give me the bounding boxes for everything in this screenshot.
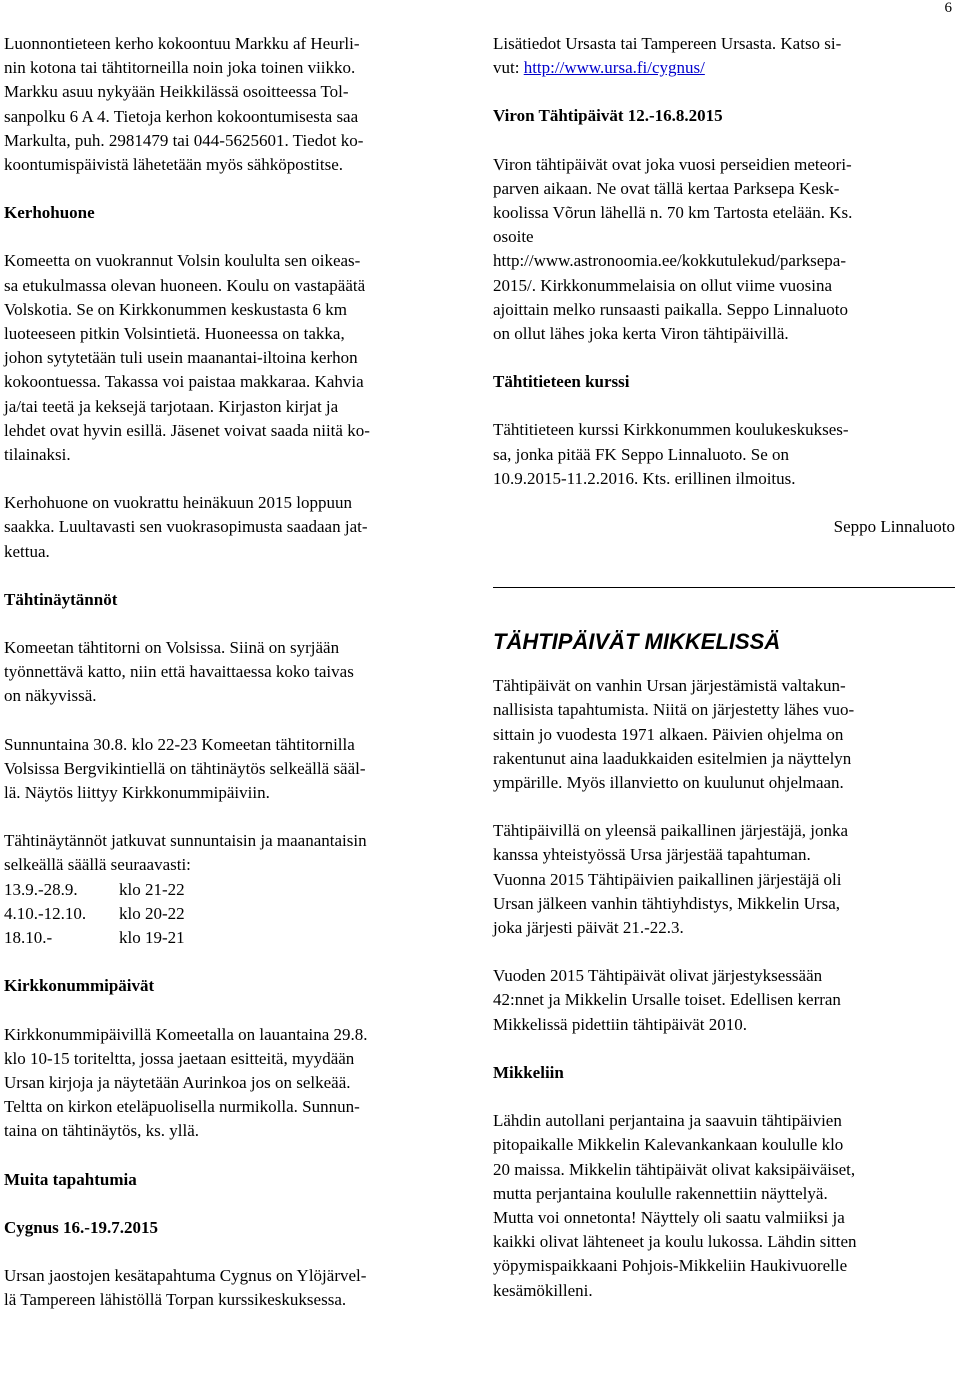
left-column [4, 32, 466, 1312]
paragraph-kirkkonummipaivat [4, 1023, 466, 1144]
schedule-time: klo 20-22 [119, 903, 185, 923]
text-line: nin kotona tai tähtitorneilla noin joka toinen viikko. [4, 58, 356, 78]
heading-muita-tapahtumia: Muita tapahtumia [4, 1169, 137, 1189]
paragraph-cygnus [4, 1264, 466, 1312]
text-line: sa etukulmassa olevan huoneen. Koulu on vastapäätä [4, 275, 366, 295]
text-line: Viron tähtipäivät ovat joka vuosi perseidien meteori- [493, 154, 852, 174]
text-line: Markku asuu nykyään Heikkilässä osoitteessa Tol- [4, 82, 349, 102]
text-line: tilainaksi. [4, 445, 71, 465]
text-line: luoteeseen pitkin Volsintietä. Huoneessa on takka, [4, 324, 345, 344]
text-line: Vuoden 2015 Tähtipäivät olivat järjestyksessään [493, 966, 823, 986]
text-line: Kerhohuone on vuokrattu heinäkuun 2015 loppuun [4, 493, 352, 513]
text-line: sittain jo vuodesta 1971 alkaen. Päivien ohjelma on [493, 724, 844, 744]
paragraph-jatkuvat [4, 829, 466, 877]
text-line: johon sytytetään tuli usein maanantai-iltoina kerhon [4, 348, 358, 368]
heading-mikkeliin: Mikkeliin [493, 1062, 564, 1082]
text-line: Ursan kirjoja ja näytetään Aurinkoa jos on selkeää. [4, 1072, 351, 1092]
heading-tahtinaytannot: Tähtinäytännöt [4, 589, 118, 609]
text-line: taina on tähtinäytös, ks. yllä. [4, 1121, 199, 1141]
paragraph-vuoden-2015 [493, 964, 955, 1037]
text-line: koolissa Võrun lähellä n. 70 km Tartosta etelään. Ks. [493, 203, 853, 223]
text-line: ajoittain melko runsaasti paikalla. Seppo Linnaluoto [493, 299, 849, 319]
paragraph-kerhohuone [4, 249, 466, 467]
text-line: Volsissa Bergvikintiellä on tähtinäytös selkeällä sääl- [4, 758, 366, 778]
text-line: 42:nnet ja Mikkelin Ursalle toiset. Edellisen kerran [493, 990, 841, 1010]
text-line: nallisista tapahtumista. Niitä on järjestetty lähes vuo- [493, 700, 855, 720]
paragraph-jarjestaja [493, 819, 955, 940]
text-line: kesämökilleni. [493, 1280, 593, 1300]
heading-kirkkonummipaivat: Kirkkonummipäivät [4, 976, 155, 996]
schedule-time: klo 19-21 [119, 928, 185, 948]
schedule-dates: 18.10.- [4, 928, 53, 948]
text-line: vut: [493, 58, 524, 78]
text-line: Mikkelissä pidettiin tähtipäivät 2010. [493, 1014, 748, 1034]
heading-cygnus: Cygnus 16.-19.7.2015 [4, 1217, 158, 1237]
heading-viron-tahtipaivat: Viron Tähtipäivät 12.-16.8.2015 [493, 106, 723, 126]
page-number: 6 [944, 0, 952, 16]
text-line: kaikki olivat lähteneet ja koulu lukossa. Lähdin sitten [493, 1232, 857, 1252]
text-line: kanssa yhteistyössä Ursa järjestää tapahtuman. [493, 845, 811, 865]
text-line: Tähtitieteen kurssi Kirkkonummen koulukeskukses- [493, 420, 849, 440]
text-line: sa, jonka pitää FK Seppo Linnaluoto. Se on [493, 444, 790, 464]
paragraph-viron [493, 153, 955, 347]
schedule-dates: 13.9.-28.9. [4, 879, 78, 899]
heading-kerhohuone: Kerhohuone [4, 203, 95, 223]
text-line: joka järjesti päivät 21.-22.3. [493, 918, 684, 938]
heading-tahtitieteen-kurssi: Tähtitieteen kurssi [493, 372, 630, 392]
paragraph-sunnuntaina [4, 733, 466, 806]
paragraph-tahtitorni [4, 636, 466, 709]
text-line: mutta perjantaina koululle rakennettiin näyttelyä. [493, 1183, 828, 1203]
heading-tahtipaivat-mikkelissa: TÄHTIPÄIVÄT MIKKELISSÄ [493, 629, 781, 655]
text-line: Komeetan tähtitorni on Volsissa. Siinä on syrjään [4, 638, 340, 658]
text-line: lehdet ovat hyvin esillä. Jäsenet voivat saada niitä ko- [4, 420, 370, 440]
text-line: koontumispäivistä lähetetään myös sähköpostitse. [4, 155, 344, 175]
signature: Seppo Linnaluoto [833, 517, 955, 537]
text-line: sanpolku 6 A 4. Tietoja kerhon kokoontumisesta saa [4, 106, 359, 126]
text-line: kokoontuessa. Takassa voi paistaa makkaraa. Kahvia [4, 372, 364, 392]
text-line: Vuonna 2015 Tähtipäivien paikallinen järjestäjä oli [493, 869, 842, 889]
text-line: osoite [493, 227, 534, 247]
text-line: rakentunut aina laadukkaiden esitelmien ja näyttelyn [493, 748, 852, 768]
text-line: on ollut lähes joka kerta Viron tähtipäivillä. [493, 324, 789, 344]
text-line: työnnettävä katto, niin että havaittaessa koko taivas [4, 662, 354, 682]
text-line: Lisätiedot Ursasta tai Tampereen Ursasta. Katso si- [493, 34, 842, 53]
right-column [493, 32, 955, 1303]
text-line: Tähtipäivät on vanhin Ursan järjestämistä valtakun- [493, 676, 846, 696]
text-line: parven aikaan. Ne ovat tällä kertaa Parksepa Kesk- [493, 178, 840, 198]
text-line: on näkyvissä. [4, 686, 97, 706]
text-line: selkeällä säällä seuraavasti: [4, 855, 191, 875]
paragraph-tahtipaivat [493, 674, 955, 795]
text-line: Tähtinäytännöt jatkuvat sunnuntaisin ja maanantaisin [4, 831, 367, 851]
text-line: Teltta on kirkon eteläpuolisella nurmikolla. Sunnun- [4, 1097, 360, 1117]
text-line: Mutta voi onnetonta! Näyttely oli saatu valmiiksi ja [493, 1207, 845, 1227]
text-line: ja/tai teetä ja keksejä tarjotaan. Kirjaston kirjat ja [4, 396, 339, 416]
text-line: pitopaikalle Mikkelin Kalevankankaan koululle klo [493, 1135, 844, 1155]
text-line: 10.9.2015-11.2.2016. Kts. erillinen ilmoitus. [493, 468, 796, 488]
text-line: saakka. Luultavasti sen vuokrasopimusta saadaan jat- [4, 517, 368, 537]
text-line: lä Tampereen lähistöllä Torpan kurssikeskuksessa. [4, 1290, 347, 1310]
text-line: Kirkkonummipäivillä Komeetalla on lauantaina 29.8. [4, 1024, 368, 1044]
schedule-time: klo 21-22 [119, 879, 185, 899]
paragraph-mikkeliin [493, 1109, 955, 1303]
text-line: Volskotia. Se on Kirkkonummen keskustasta 6 km [4, 299, 347, 319]
text-line: yöpymispaikkaani Pohjois-Mikkeliin Haukivuorelle [493, 1256, 848, 1276]
cygnus-link[interactable]: http://www.ursa.fi/cygnus/ [523, 58, 705, 78]
text-line: Tähtipäivillä on yleensä paikallinen järjestäjä, jonka [493, 821, 848, 841]
paragraph-lisatiedot [493, 32, 955, 80]
text-line: Lähdin autollani perjantaina ja saavuin tähtipäivien [493, 1111, 842, 1131]
text-line: Ursan jälkeen vanhin tähtiyhdistys, Mikkelin Ursa, [493, 893, 841, 913]
text-line: 20 maissa. Mikkelin tähtipäivät olivat kaksipäiväiset, [493, 1159, 856, 1179]
text-line: lä. Näytös liittyy Kirkkonummipäiviin. [4, 783, 270, 803]
text-line: Komeetta on vuokrannut Volsin koululta sen oikeas- [4, 251, 361, 271]
text-line: Markulta, puh. 2981479 tai 044-5625601. Tiedot ko- [4, 130, 364, 150]
text-line: Luonnontieteen kerho kokoontuu Markku af Heurli- [4, 34, 360, 53]
text-line: kettua. [4, 541, 50, 561]
paragraph-kerho [4, 32, 466, 177]
text-line: ympärille. Myös illanvietto on kuulunut ohjelmaan. [493, 773, 844, 793]
text-line: Sunnuntaina 30.8. klo 22-23 Komeetan tähtitornilla [4, 734, 355, 754]
text-line: klo 10-15 toriteltta, jossa jaetaan esitteitä, myydään [4, 1048, 355, 1068]
text-line: 2015/. Kirkkonummelaisia on ollut viime vuosina [493, 275, 833, 295]
paragraph-kurssi [493, 418, 955, 491]
text-line: http://www.astronoomia.ee/kokkutulekud/parksepa- [493, 251, 846, 271]
schedule-dates: 4.10.-12.10. [4, 903, 87, 923]
text-line: Ursan jaostojen kesätapahtuma Cygnus on Ylöjärvel- [4, 1265, 367, 1285]
schedule-table [4, 878, 466, 951]
paragraph-vuokrattu [4, 491, 466, 564]
